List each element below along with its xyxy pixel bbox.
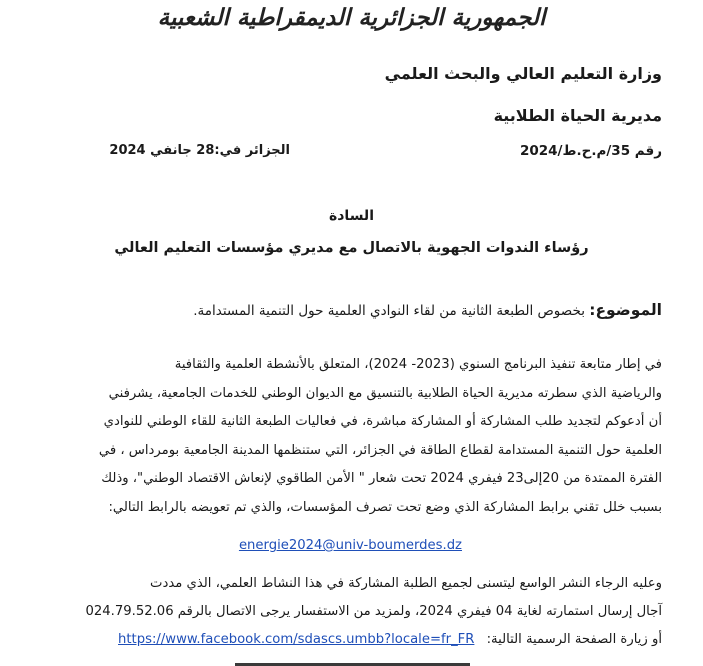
- email-link[interactable]: energie2024@univ-boumerdes.dz: [238, 538, 462, 553]
- directorate-name: مديرية الحياة الطلابية: [493, 106, 662, 125]
- paragraph1-line: في إطار متابعة تنفيذ البرنامج السنوي (2023- 2024)، المتعلق بالأنشطة العلمية والثقافية: [174, 357, 662, 372]
- subject-label: الموضوع:: [589, 301, 662, 319]
- facebook-prefix: أو زيارة الصفحة الرسمية التالية:: [486, 632, 662, 647]
- letter-date: الجزائر في:28 جانفي 2024: [109, 143, 290, 158]
- reference-number: رقم 35/م.ح.ط/2024: [519, 143, 662, 159]
- paragraph1-line: الفترة الممتدة من 20إلى23 فيفري 2024 تحت شعار " الأمن الطاقوي لإنعاش الاقتصاد الوطني"، وذلك: [101, 471, 662, 486]
- salutation: السادة: [328, 208, 374, 224]
- paragraph1-line: أن أدعوكم لتجديد طلب المشاركة أو المشاركة مباشرة، في فعاليات الطبعة الثانية للقاء الوطني للنوادي: [103, 414, 662, 429]
- paragraph1-line: بسبب خلل تقني برابط المشاركة الذي وضع تحت تصرف المؤسسات، والذي تم تعويضه بالرابط التالي:: [108, 500, 662, 515]
- paragraph2-line: آجال إرسال استمارته لغاية 04 فيفري 2024، ولمزيد من الاستفسار يرجى الاتصال بالرقم 024.79.52.06: [85, 604, 662, 619]
- ministry-name: وزارة التعليم العالي والبحث العلمي: [384, 64, 662, 83]
- republic-header: الجمهورية الجزائرية الديمقراطية الشعبية: [157, 4, 546, 31]
- paragraph1-line: العلمية حول التنمية المستدامة لقطاع الطاقة في الجزائر، التي ستنظمها المدينة الجامعية بومرداس ، في: [98, 443, 662, 458]
- paragraph2-line: وعليه الرجاء النشر الواسع ليتسنى لجميع الطلبة المشاركة في هذا النشاط العلمي، الذي مددت: [150, 576, 662, 591]
- facebook-link[interactable]: https://www.facebook.com/sdascs.umbb?locale=fr_FR: [118, 632, 475, 647]
- recipients: رؤساء الندوات الجهوية بالاتصال مع مديري مؤسسات التعليم العالي: [114, 240, 589, 256]
- subject-text: بخصوص الطبعة الثانية من لقاء النوادي العلمية حول التنمية المستدامة.: [193, 303, 590, 319]
- paragraph2-last-line: [118, 632, 662, 647]
- paragraph1-line: والرياضية الذي سطرته مديرية الحياة الطلابية بالتنسيق مع الديوان الوطني للخدمات الجامعية، يشرفني: [108, 386, 662, 401]
- subject-line: [193, 301, 662, 319]
